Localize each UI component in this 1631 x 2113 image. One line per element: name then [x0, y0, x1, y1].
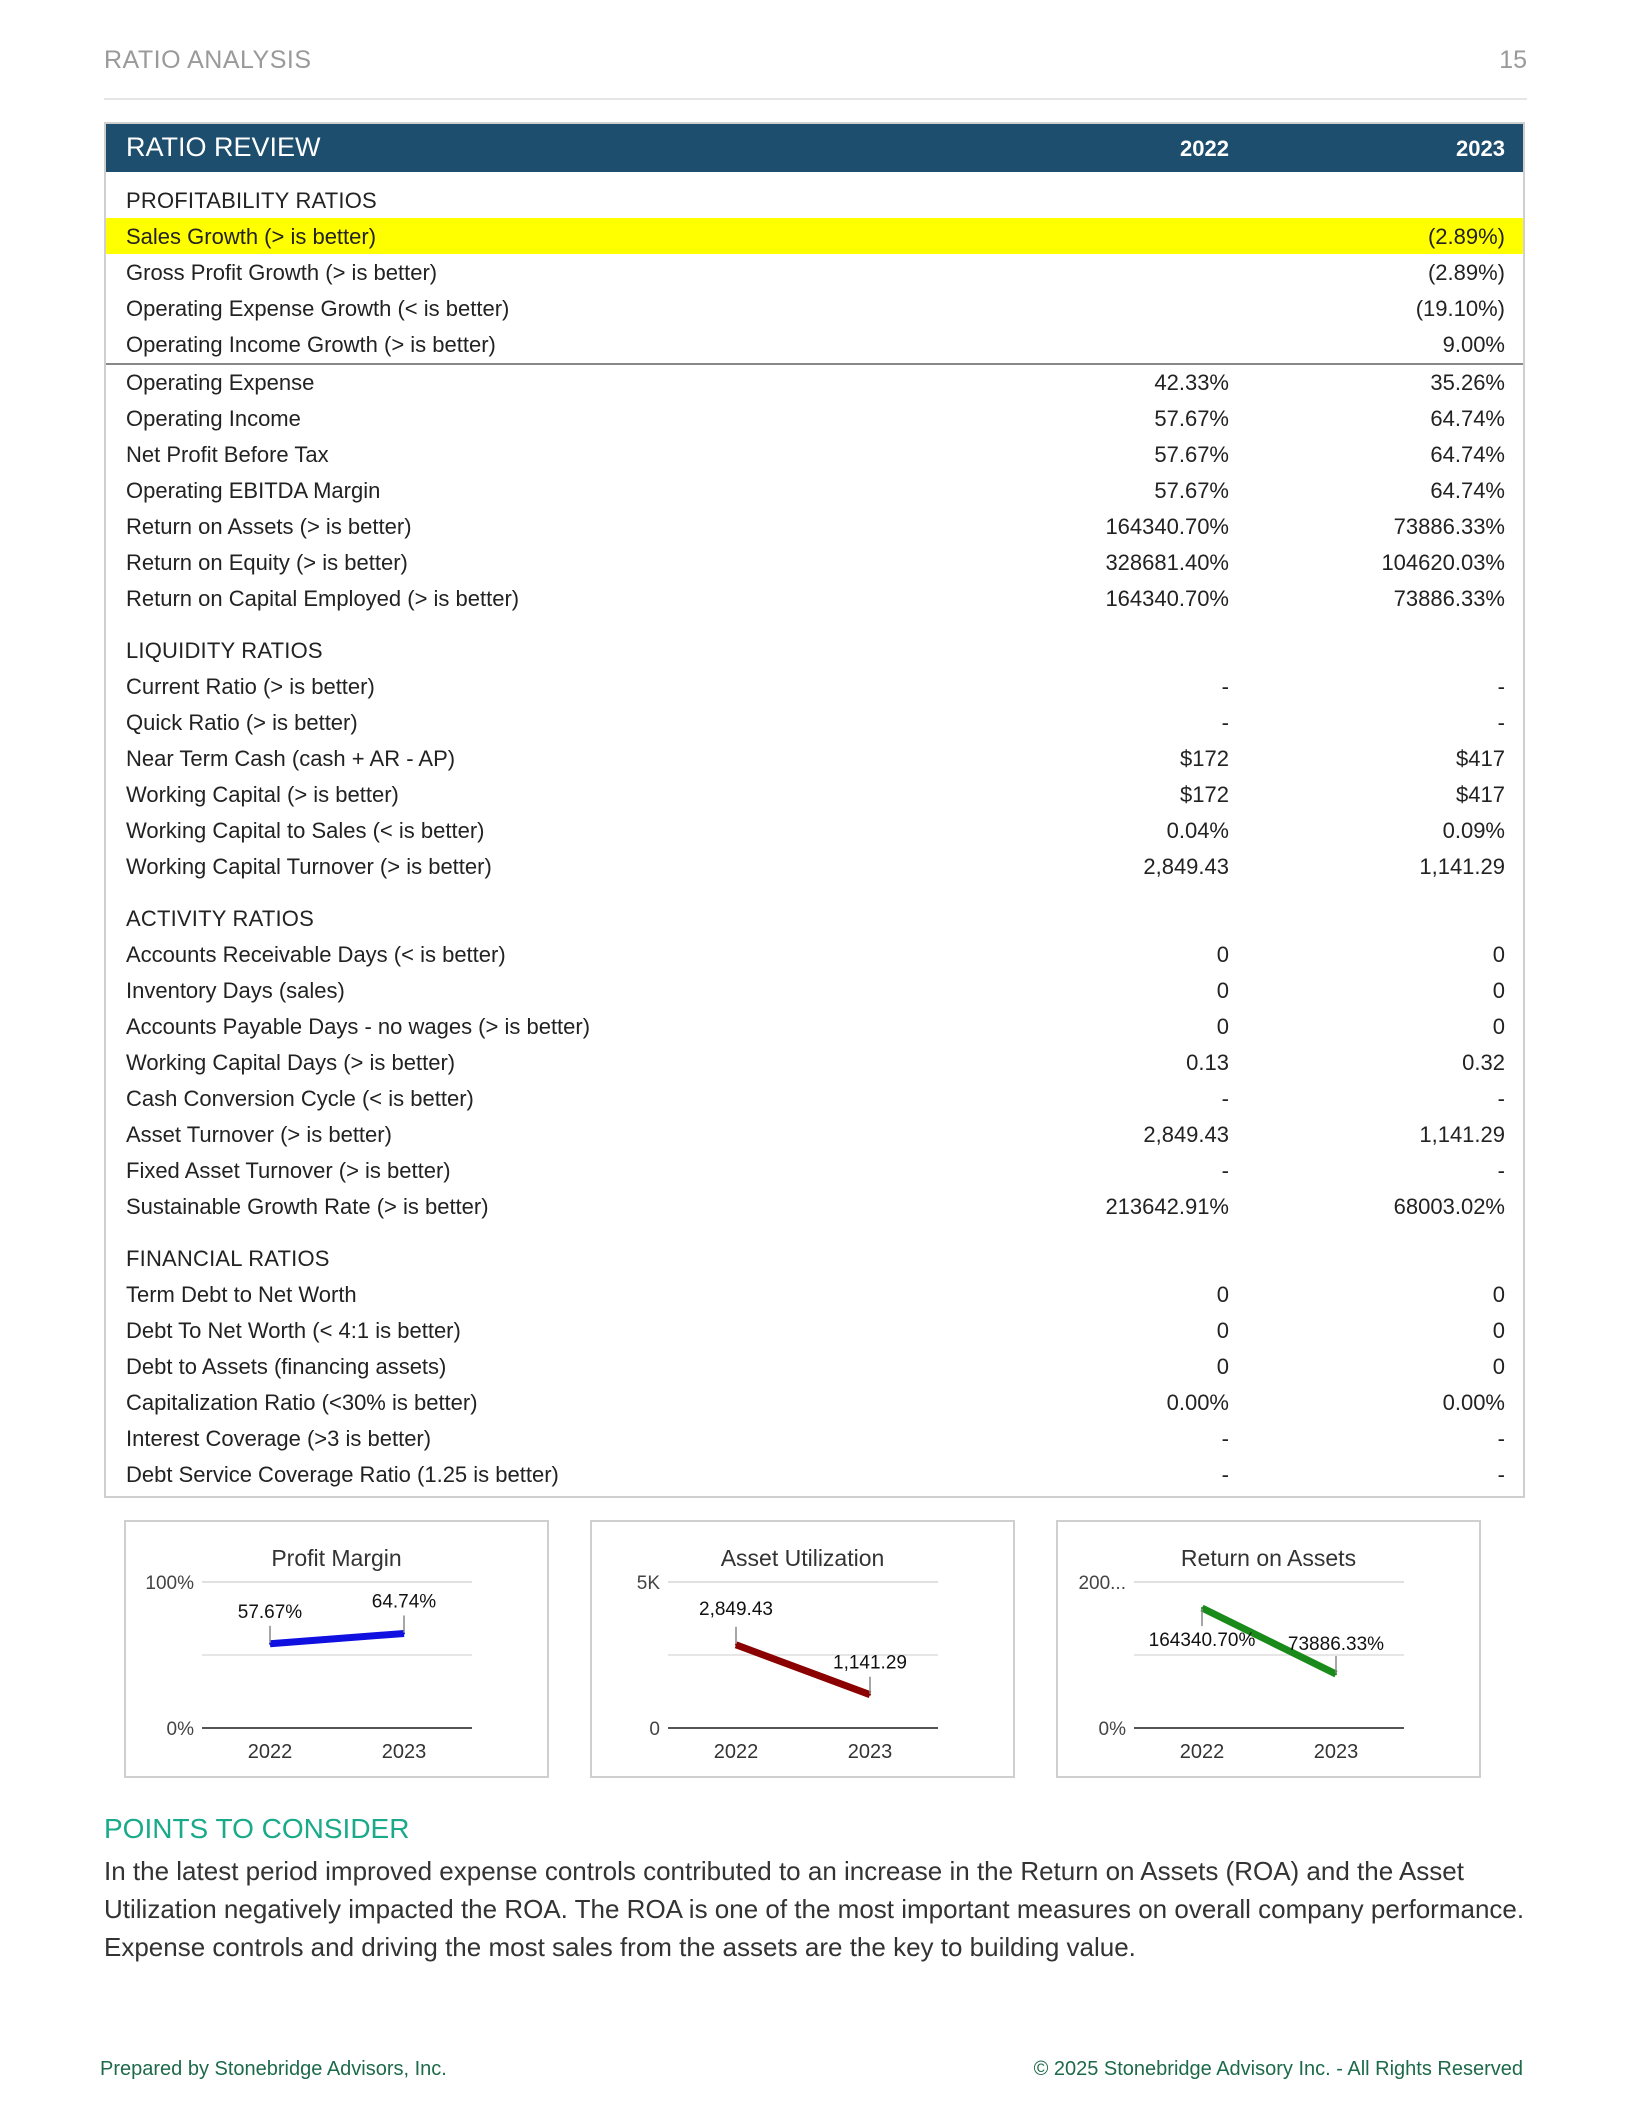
value-2022: 57.67% [1154, 406, 1229, 431]
value-2023: 0 [1492, 1318, 1505, 1343]
row-label: Working Capital (> is better) [126, 782, 399, 807]
section-heading [106, 900, 1523, 936]
row-label: Interest Coverage (>3 is better) [126, 1426, 432, 1451]
y-tick-label: 0% [166, 1719, 194, 1740]
chart-title: Profit Margin [271, 1545, 402, 1571]
value-2022: - [1221, 1426, 1229, 1451]
value-2023: (19.10%) [1415, 296, 1505, 321]
value-2022: - [1221, 674, 1229, 699]
value-2023: 0 [1492, 1014, 1505, 1039]
value-2022: 328681.40% [1105, 550, 1229, 575]
column-header-2022: 2022 [1180, 136, 1229, 161]
table-row [106, 218, 1523, 254]
value-2022: $172 [1180, 746, 1229, 771]
value-2023: 0.09% [1442, 818, 1505, 843]
value-2023: - [1497, 1462, 1505, 1487]
table-row [106, 704, 1523, 740]
table-row [106, 364, 1523, 400]
row-label: Debt Service Coverage Ratio (1.25 is better) [126, 1462, 559, 1487]
table-row [106, 1008, 1523, 1044]
data-point [735, 1644, 737, 1646]
value-2023: - [1497, 1086, 1505, 1111]
row-label: Operating Income [126, 406, 301, 431]
data-label: 73886.33% [1287, 1634, 1385, 1656]
y-tick-label: 100% [145, 1573, 194, 1594]
row-label: Fixed Asset Turnover (> is better) [126, 1158, 451, 1183]
value-2023: 0 [1492, 978, 1505, 1003]
value-2023: (2.89%) [1427, 260, 1505, 285]
value-2022: 57.67% [1154, 442, 1229, 467]
table-row [106, 1348, 1523, 1384]
chart-title: Asset Utilization [720, 1545, 885, 1571]
value-2022: 213642.91% [1105, 1194, 1229, 1219]
row-label: Accounts Payable Days - no wages (> is better) [126, 1014, 591, 1039]
page-number: 15 [1499, 46, 1527, 74]
column-header-2023: 2023 [1456, 136, 1505, 161]
value-2023: - [1497, 1426, 1505, 1451]
value-2022: 0.13 [1186, 1050, 1229, 1075]
value-2023: 0 [1492, 1282, 1505, 1307]
table-row [106, 508, 1523, 544]
row-label: Gross Profit Growth (> is better) [126, 260, 438, 285]
chart-title: Return on Assets [1180, 1545, 1357, 1571]
value-2023: - [1497, 674, 1505, 699]
row-label: Operating Expense Growth (< is better) [126, 296, 510, 321]
value-2023: $417 [1456, 746, 1505, 771]
row-label: Operating Income Growth (> is better) [126, 332, 496, 357]
points-to-consider-title: POINTS TO CONSIDER [104, 1813, 410, 1844]
value-2022: 0 [1216, 942, 1229, 967]
ratio-review-table [104, 122, 1525, 1498]
header-rule [104, 98, 1527, 100]
row-label: Return on Equity (> is better) [126, 550, 408, 575]
value-2023: $417 [1456, 782, 1505, 807]
row-label: Working Capital to Sales (< is better) [126, 818, 485, 843]
table-row [106, 1384, 1523, 1420]
y-tick-label: 0% [1098, 1719, 1126, 1740]
row-label: Current Ratio (> is better) [126, 674, 375, 699]
table-row [106, 1116, 1523, 1152]
asset-utilization-chart [590, 1520, 1015, 1778]
section-label: LIQUIDITY RATIOS [126, 638, 323, 663]
value-2022: 164340.70% [1105, 586, 1229, 611]
row-label: Sustainable Growth Rate (> is better) [126, 1194, 489, 1219]
value-2023: (2.89%) [1427, 224, 1505, 249]
value-2022: - [1221, 710, 1229, 735]
data-label: 2,849.43 [699, 1598, 773, 1620]
table-row [106, 1420, 1523, 1456]
row-label: Working Capital Days (> is better) [126, 1050, 456, 1075]
value-2023: - [1497, 1158, 1505, 1183]
row-label: Capitalization Ratio (<30% is better) [126, 1390, 478, 1415]
points-to-consider-text: In the latest period improved expense controls contributed to an increase in the Return on Assets (ROA) and the Asset Utilization negatively impacted the ROA. The ROA is one of the most important measures on overall company performance. Expense controls and driving the most sales from the assets are the key to building value. [104, 1856, 1525, 1962]
data-point [269, 1643, 271, 1645]
table-row [106, 254, 1523, 290]
value-2022: 0 [1216, 978, 1229, 1003]
value-2023: - [1497, 710, 1505, 735]
value-2023: 9.00% [1442, 332, 1505, 357]
table-row [106, 1188, 1523, 1224]
value-2022: 164340.70% [1105, 514, 1229, 539]
table-row [106, 668, 1523, 704]
ratio-review-header [106, 124, 1523, 172]
value-2022: 0 [1216, 1014, 1229, 1039]
value-2022: - [1221, 1462, 1229, 1487]
value-2022: - [1221, 1086, 1229, 1111]
value-2023: 64.74% [1430, 442, 1505, 467]
value-2022: 0.04% [1166, 818, 1229, 843]
x-tick-label: 2023 [381, 1741, 427, 1763]
row-label: Net Profit Before Tax [126, 442, 329, 467]
value-2023: 0 [1492, 942, 1505, 967]
chart-svg [126, 1522, 547, 1776]
table-row [106, 848, 1523, 884]
value-2022: 0 [1216, 1318, 1229, 1343]
value-2023: 0.32 [1462, 1050, 1505, 1075]
table-row [106, 544, 1523, 580]
table-row [106, 1152, 1523, 1188]
data-point [869, 1694, 871, 1696]
value-2023: 104620.03% [1381, 550, 1505, 575]
table-row [106, 740, 1523, 776]
value-2023: 1,141.29 [1419, 854, 1505, 879]
value-2022: 2,849.43 [1143, 854, 1229, 879]
row-label: Accounts Receivable Days (< is better) [126, 942, 506, 967]
value-2023: 68003.02% [1393, 1194, 1505, 1219]
row-label: Asset Turnover (> is better) [126, 1122, 392, 1147]
section-heading [106, 182, 1523, 218]
series-line [270, 1633, 404, 1643]
return-on-assets-chart [1056, 1520, 1481, 1778]
table-row [106, 580, 1523, 616]
row-label: Sales Growth (> is better) [126, 224, 377, 249]
value-2022: 0.00% [1166, 1390, 1229, 1415]
data-label: 1,141.29 [833, 1652, 907, 1674]
table-row [106, 1456, 1523, 1492]
row-label: Cash Conversion Cycle (< is better) [126, 1086, 474, 1111]
row-label: Inventory Days (sales) [126, 978, 345, 1003]
value-2023: 0.00% [1442, 1390, 1505, 1415]
y-tick-label: 0 [649, 1719, 660, 1740]
table-row [106, 290, 1523, 326]
ratio-review-title: RATIO REVIEW [126, 132, 321, 162]
header-title: RATIO ANALYSIS [104, 46, 312, 74]
value-2023: 0 [1492, 1354, 1505, 1379]
table-row [106, 972, 1523, 1008]
y-tick-label: 5K [636, 1573, 660, 1594]
data-point [1335, 1673, 1337, 1675]
table-row [106, 1080, 1523, 1116]
value-2023: 1,141.29 [1419, 1122, 1505, 1147]
row-label: Debt to Assets (financing assets) [126, 1354, 447, 1379]
value-2023: 64.74% [1430, 478, 1505, 503]
x-tick-label: 2022 [247, 1741, 293, 1763]
row-label: Debt To Net Worth (< 4:1 is better) [126, 1318, 461, 1343]
value-2022: 42.33% [1154, 370, 1229, 395]
value-2022: 0 [1216, 1354, 1229, 1379]
value-2022: 57.67% [1154, 478, 1229, 503]
row-label: Working Capital Turnover (> is better) [126, 854, 492, 879]
table-row [106, 812, 1523, 848]
table-row [106, 936, 1523, 972]
x-tick-label: 2023 [847, 1741, 893, 1763]
row-label: Operating EBITDA Margin [126, 478, 381, 503]
table-row [106, 436, 1523, 472]
data-label: 57.67% [237, 1601, 303, 1623]
table-row [106, 326, 1523, 362]
value-2023: 64.74% [1430, 406, 1505, 431]
x-tick-label: 2022 [1179, 1741, 1225, 1763]
chart-svg [1058, 1522, 1479, 1776]
table-row [106, 1312, 1523, 1348]
section-label: FINANCIAL RATIOS [126, 1246, 330, 1271]
row-label: Operating Expense [126, 370, 315, 395]
profit-margin-chart [124, 1520, 549, 1778]
section-label: ACTIVITY RATIOS [126, 906, 314, 931]
y-tick-label: 200... [1078, 1573, 1126, 1594]
section-label: PROFITABILITY RATIOS [126, 188, 377, 213]
value-2022: - [1221, 1158, 1229, 1183]
chart-svg [592, 1522, 1013, 1776]
data-point [1201, 1607, 1203, 1609]
table-row [106, 1276, 1523, 1312]
row-label: Near Term Cash (cash + AR - AP) [126, 746, 456, 771]
row-label: Return on Capital Employed (> is better) [126, 586, 520, 611]
value-2023: 73886.33% [1393, 586, 1505, 611]
table-row [106, 400, 1523, 436]
row-label: Term Debt to Net Worth [126, 1282, 357, 1307]
footer-copyright: © 2025 Stonebridge Advisory Inc. - All Rights Reserved [1033, 2058, 1523, 2080]
value-2022: 2,849.43 [1143, 1122, 1229, 1147]
footer-prepared-by: Prepared by Stonebridge Advisors, Inc. [100, 2058, 447, 2080]
table-row [106, 776, 1523, 812]
table-row [106, 472, 1523, 508]
data-label: 64.74% [371, 1591, 437, 1613]
value-2022: $172 [1180, 782, 1229, 807]
table-row [106, 1044, 1523, 1080]
row-label: Quick Ratio (> is better) [126, 710, 358, 735]
row-label: Return on Assets (> is better) [126, 514, 412, 539]
data-label: 164340.70% [1148, 1630, 1256, 1652]
x-tick-label: 2023 [1313, 1741, 1359, 1763]
section-heading [106, 1240, 1523, 1276]
value-2023: 35.26% [1430, 370, 1505, 395]
section-heading [106, 632, 1523, 668]
value-2022: 0 [1216, 1282, 1229, 1307]
data-point [403, 1632, 405, 1634]
x-tick-label: 2022 [713, 1741, 759, 1763]
value-2023: 73886.33% [1393, 514, 1505, 539]
